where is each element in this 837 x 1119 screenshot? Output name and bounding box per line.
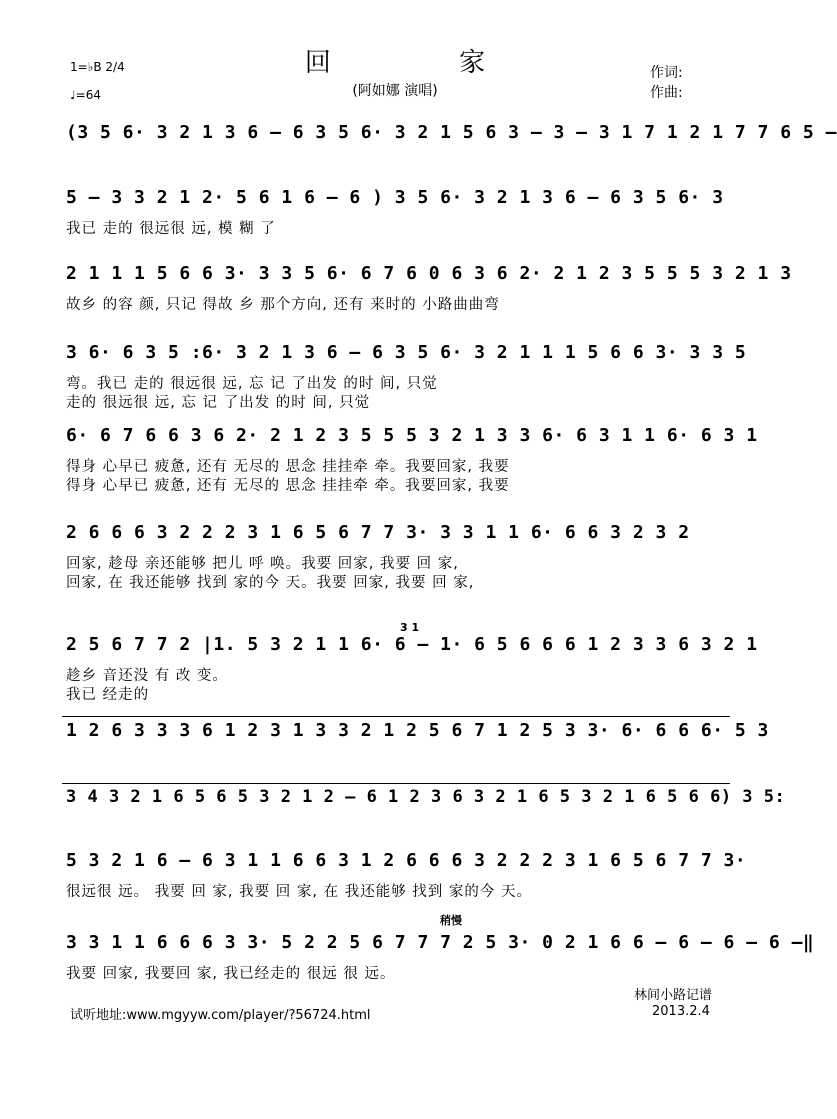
notation-line: 2 1 1 1 5 6 6 3· 3 3 5 6· 6 7 6 0 6 3 6 2· 2 1 2 3 5 5 5 3 2 1 3 (66, 263, 792, 284)
lyric-line: 我要 回家, 我要回 家, 我已经走的 很远 很 远。 (66, 966, 396, 982)
score-system (66, 522, 726, 602)
lyric-line: 回家, 在 我还能够 找到 家的今 天。我要 回家, 我要 回 家, (66, 575, 475, 591)
notation-line: 5 3 2 1 6 – 6 3 1 1 6 6 3 1 2 6 6 6 3 2 2 2 3 1 6 5 6 7 7 3· (66, 850, 747, 871)
song-subtitle: (阿如娜 演唱) (352, 83, 438, 99)
transcription-date: 2013.2.4 (652, 1004, 710, 1019)
key-signature: 1=♭B 2/4 (70, 60, 125, 74)
ending-note: 3 1 (400, 621, 420, 634)
staff-bracket (62, 716, 730, 718)
notation-line: (3 5 6· 3 2 1 3 6 – 6 3 5 6· 3 2 1 5 6 3 – 3 – 3 1 7 1 2 1 7 7 6 5 – (66, 122, 837, 143)
notation-line: 2 6 6 6 3 2 2 2 3 1 6 5 6 7 7 3· 3 3 1 1 6· 6 6 3 2 3 2 (66, 522, 690, 543)
lyric-line: 得身 心早已 疲惫, 还有 无尽的 思念 挂挂牵 牵。我要回家, 我要 (66, 459, 510, 475)
notation-line: 3 6· 6 3 5 :6· 3 2 1 3 6 – 6 3 5 6· 3 2 1 1 1 5 6 6 3· 3 3 5 (66, 342, 747, 363)
tempo-marking: ♩=64 (70, 88, 101, 102)
score-system (66, 850, 747, 930)
score-system (66, 425, 758, 505)
lyric-line: 趁乡 音还没 有 改 变。 (66, 668, 228, 684)
score-system (66, 932, 815, 1012)
notation-line: 3 3 1 1 6 6 6 3 3· 5 2 2 5 6 7 7 7 2 5 3· 0 2 1 6 6 – 6 – 6 – 6 –‖ (66, 932, 815, 953)
lyric-line: 得身 心早已 疲惫, 还有 无尽的 思念 挂挂牵 牵。我要回家, 我要 (66, 478, 510, 494)
score-system (66, 187, 726, 267)
notation-line: 2 5 6 7 7 2 |1. 5 3 2 1 1 6· 6 – 1· 6 5 6 6 6 1 2 3 3 6 3 2 1 (66, 634, 758, 655)
lyric-line: 我已 走的 很远很 远, 模 糊 了 (66, 221, 276, 237)
notation-line: 3 4 3 2 1 6 5 6 5 3 2 1 2 – 6 1 2 3 6 3 2 1 6 5 3 2 1 6 5 6 6) 3 5: (66, 787, 786, 807)
lyric-line: 回家, 趁母 亲还能够 把儿 呼 唤。我要 回家, 我要 回 家, (66, 556, 459, 572)
tempo-change-slow: 稍慢 (440, 914, 462, 927)
notation-line: 6· 6 7 6 6 3 6 2· 2 1 2 3 5 5 5 3 2 1 3 3 6· 6 3 1 1 6· 6 3 1 (66, 425, 758, 446)
lyric-line: 弯。我已 走的 很远很 远, 忘 记 了出发 的时 间, 只觉 (66, 376, 438, 392)
composer-label: 作曲: (650, 85, 683, 101)
transcriber: 林间小路记谱 (634, 988, 713, 1003)
score-system (66, 263, 792, 343)
lyricist-label: 作词: (650, 65, 683, 81)
notation-line: 5 – 3 3 2 1 2· 5 6 1 6 – 6 ) 3 5 6· 3 2 1 3 6 – 6 3 5 6· 3 (66, 187, 724, 208)
lyric-line: 很远很 远。 我要 回 家, 我要 回 家, 在 我还能够 找到 家的今 天。 (66, 884, 533, 900)
score-system (66, 342, 747, 422)
notation-line: 1 2 6 3 3 3 6 1 2 3 1 3 3 2 1 2 5 6 7 1 2 5 3 3· 6· 6 6 6· 5 3 (66, 720, 769, 741)
listen-link[interactable]: 试听地址:www.mgyyw.com/player/?56724.html (70, 1008, 371, 1023)
score-system (66, 634, 758, 714)
staff-bracket (62, 783, 730, 785)
lyric-line: 走的 很远很 远, 忘 记 了出发 的时 间, 只觉 (66, 395, 371, 411)
lyric-line: 故乡 的容 颜, 只记 得故 乡 那个方向, 还有 来时的 小路曲曲弯 (66, 297, 500, 313)
lyric-line: 我已 经走的 (66, 687, 150, 703)
song-title: 回 家 (304, 48, 546, 78)
